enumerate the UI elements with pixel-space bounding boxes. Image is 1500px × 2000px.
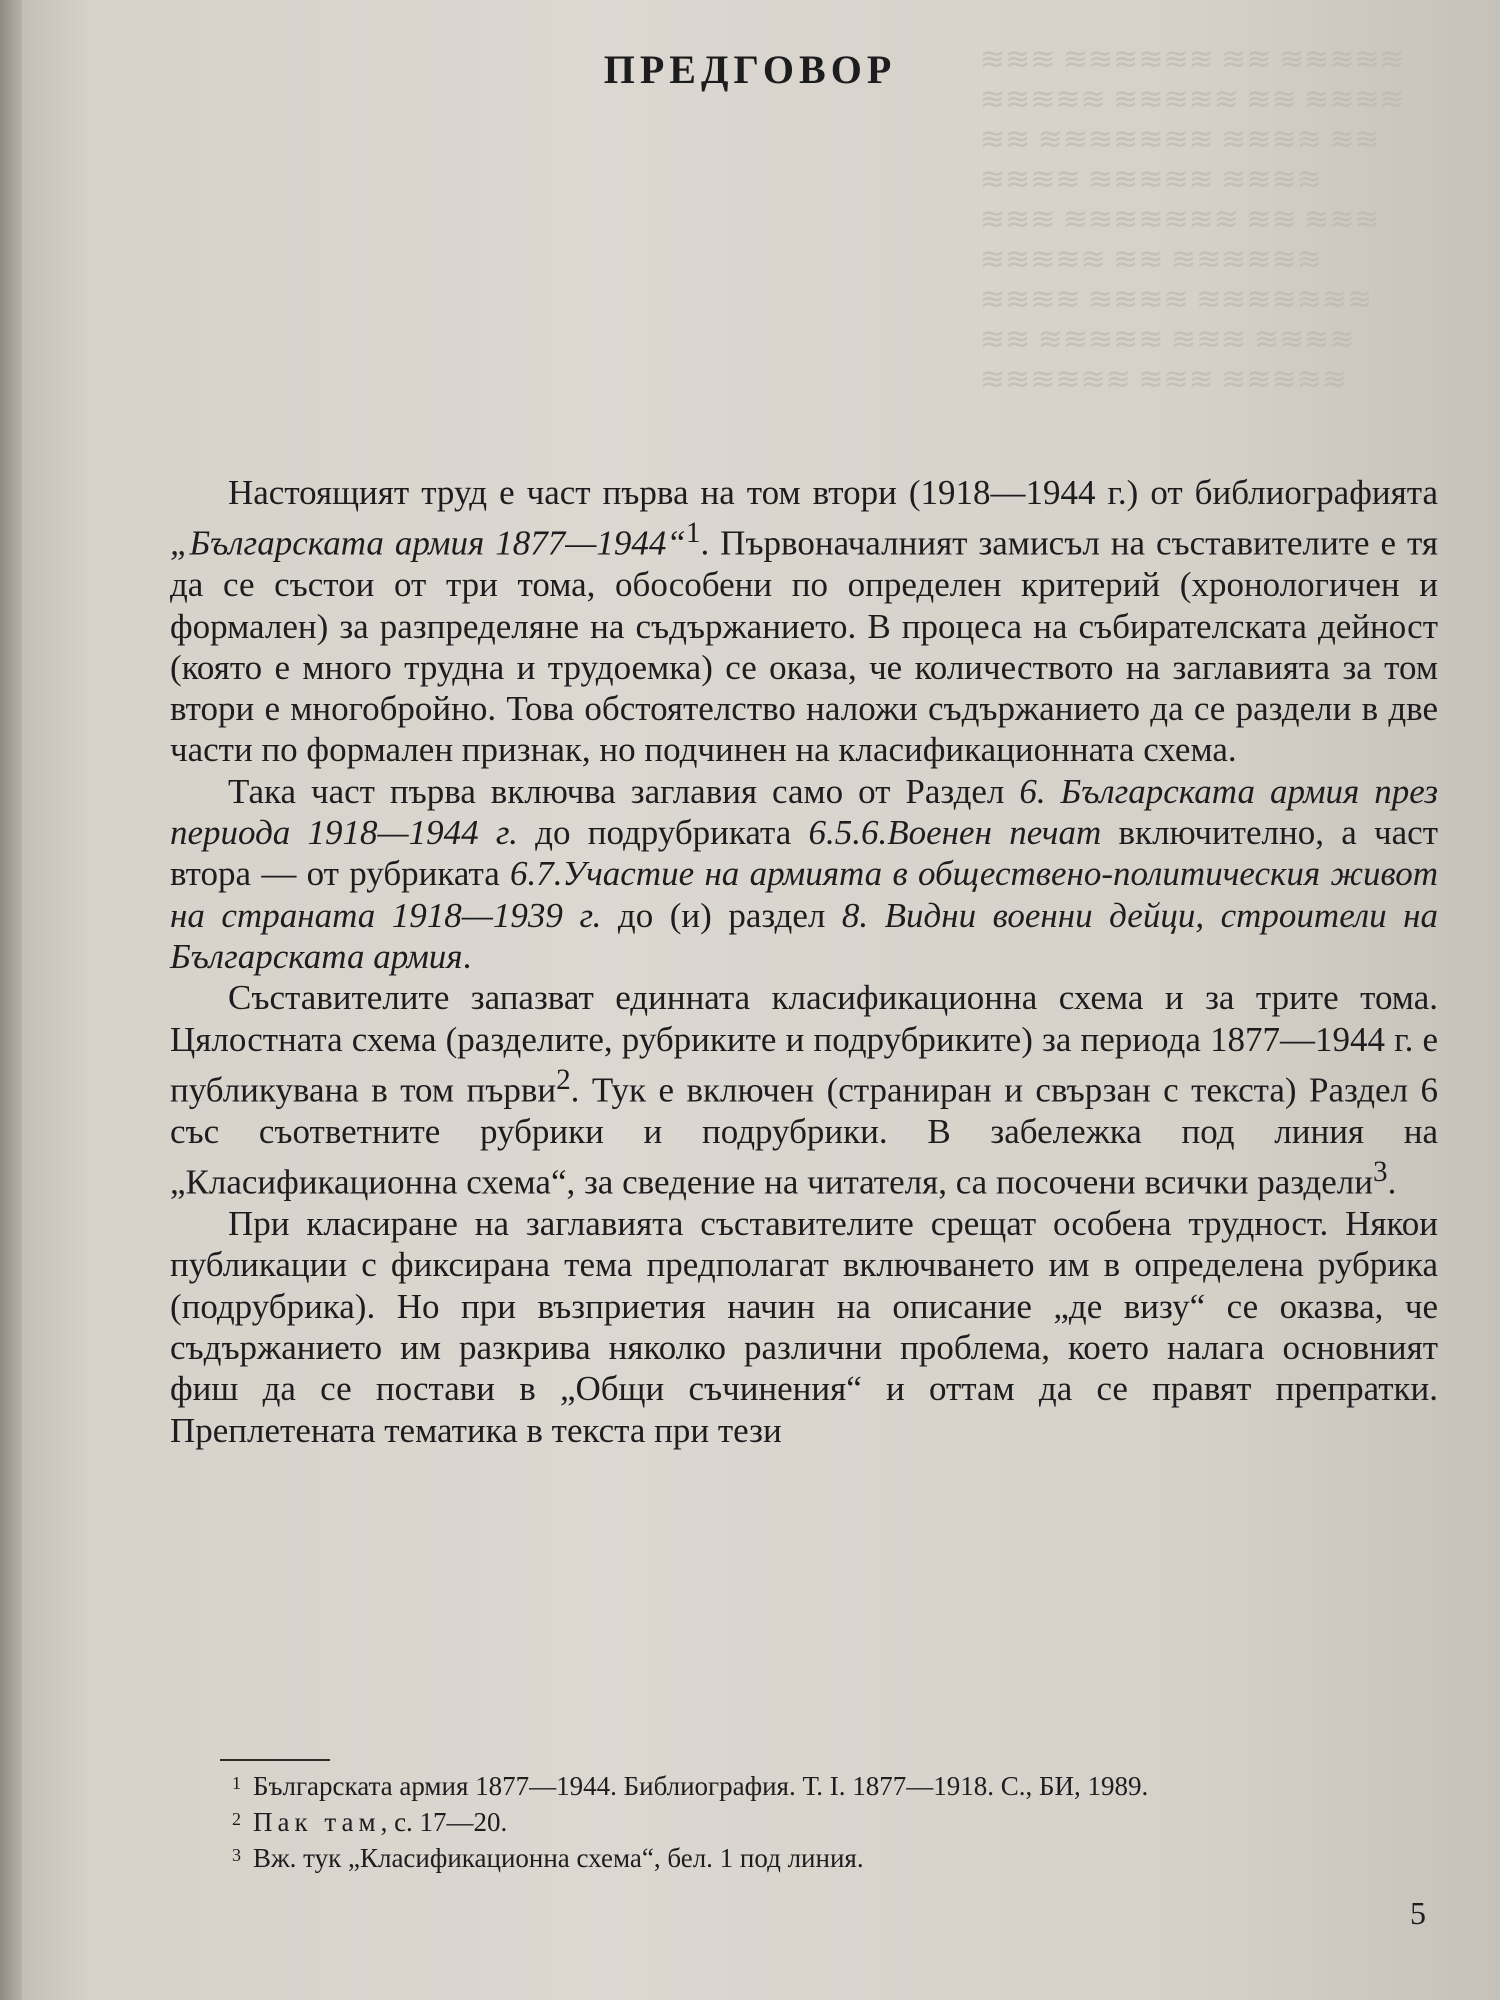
paragraph-2 <box>170 771 1438 977</box>
preface-body <box>170 472 1438 1451</box>
footnote-lead: Пак там <box>253 1807 381 1837</box>
p2-italic-2: 6.5.6.Военен печат <box>808 813 1102 853</box>
p2-text-c: включително, а част втора — от рубриката <box>170 813 1438 894</box>
bleed-through-text: ≋≋≋ ≋≋≋≋≋≋ ≋≋ ≋≋≋≋≋ ≋≋≋≋≋ ≋≋≋≋≋ ≋≋ ≋≋≋≋ ≋≋ ≋≋≋≋≋≋≋ ≋≋≋≋ ≋≋ ≋≋≋≋ ≋≋≋≋≋ ≋≋≋≋ ≋≋≋ ≋≋≋≋≋≋≋ ≋≋ ≋≋≋ ≋≋≋≋≋ ≋≋ ≋≋≋≋≋≋ ≋≋≋≋ ≋≋≋≋ ≋≋≋≋≋≋≋ ≋≋ ≋≋≋≋≋ ≋≋≋ ≋≋≋≋ ≋≋≋≋≋≋ ≋≋≋ ≋≋≋≋≋ <box>980 43 1405 396</box>
page-number: 5 <box>1410 1895 1426 1931</box>
p1-work-title: „Българската армия 1877—1944“ <box>170 523 686 563</box>
page-title: ПРЕДГОВОР <box>603 47 897 92</box>
p1-text-b: . Първоначалният замисъл на съставителите е тя да се състои от три тома, обособени по определен критерий (хронологичен и формален) за разпределяне на съдържанието. В процеса на събирателската дейност (която е много трудна и трудоемка) се оказа, че количеството на заглавията за том втори е многобройно. Това обстоятелство наложи съдържанието да се раздели в две части по формален признак, но подчинен на класификационната схема. <box>170 523 1438 770</box>
footnote-2 <box>232 1803 1432 1839</box>
p2-italic-1: 6. Българската армия през периода 1918—1944 г. <box>170 771 1439 853</box>
p2-text-b: до подрубриката <box>517 813 809 853</box>
p3-text-b: . Тук е включен (страниран и свързан с текста) Раздел 6 със съответните рубрики и подрубрики. В забележка под линия на „Класификационна схема“, за сведение на читателя, са посочени всички раздели <box>170 1070 1438 1202</box>
p1-text-a: Настоящият труд е част първа на том втори (1918—1944 г.) от библиографията <box>228 473 1438 512</box>
paragraph-4: При класиране на заглавията съставителите срещат особена трудност. Някои публикации с фиксирана тема предполагат включването им в определена рубрика (подрубрика). Но при възприетия начин на описание „де визу“ се оказва, че съдържанието им разкрива няколко различни проблема, което налага основният фиш да се постави в „Общи съчинения“ и оттам да се правят препратки. Преплетената тематика в текста при тези <box>170 1204 1438 1450</box>
footnote-3 <box>232 1839 1432 1875</box>
paragraph-3 <box>170 977 1438 1203</box>
paragraph-1 <box>170 472 1438 771</box>
footnote-number: 2 <box>232 1809 241 1829</box>
p3-text-a: Съставителите запазват единната класификационна схема и за трите тома. Цялостната схема (разделите, рубриките и подрубриките) за периода 1877—1944 г. е публикувана в том първи <box>170 978 1438 1110</box>
footnote-text: Българската армия 1877—1944. Библиография. Т. I. 1877—1918. С., БИ, 1989. <box>253 1771 1149 1801</box>
footnote-ref-3: 3 <box>1372 1156 1388 1189</box>
p2-italic-3: 6.7.Участие на армията в обществено-политическия живот на страната 1918—1939 г. <box>170 854 1439 935</box>
footnote-divider <box>220 1759 330 1761</box>
p2-italic-4: 8. Видни военни дейци, строители на Българската армия <box>170 895 1439 976</box>
footnotes <box>232 1767 1432 1875</box>
p3-text-c: . <box>1387 1162 1397 1202</box>
footnote-1 <box>232 1767 1432 1803</box>
footnote-ref-2: 2 <box>556 1063 571 1096</box>
footnote-number: 3 <box>232 1845 241 1865</box>
p2-text-d: до (и) раздел <box>601 895 842 935</box>
footnote-ref-1: 1 <box>685 517 701 550</box>
p2-text-e: . <box>462 936 472 976</box>
book-spine-shadow <box>0 0 22 2000</box>
footnote-number: 1 <box>232 1773 241 1793</box>
p2-text-a: Така част първа включва заглавия само от Раздел <box>228 771 1020 811</box>
footnote-text: , с. 17—20. <box>380 1807 508 1837</box>
footnote-text: Вж. тук „Класификационна схема“, бел. 1 под линия. <box>253 1843 864 1873</box>
